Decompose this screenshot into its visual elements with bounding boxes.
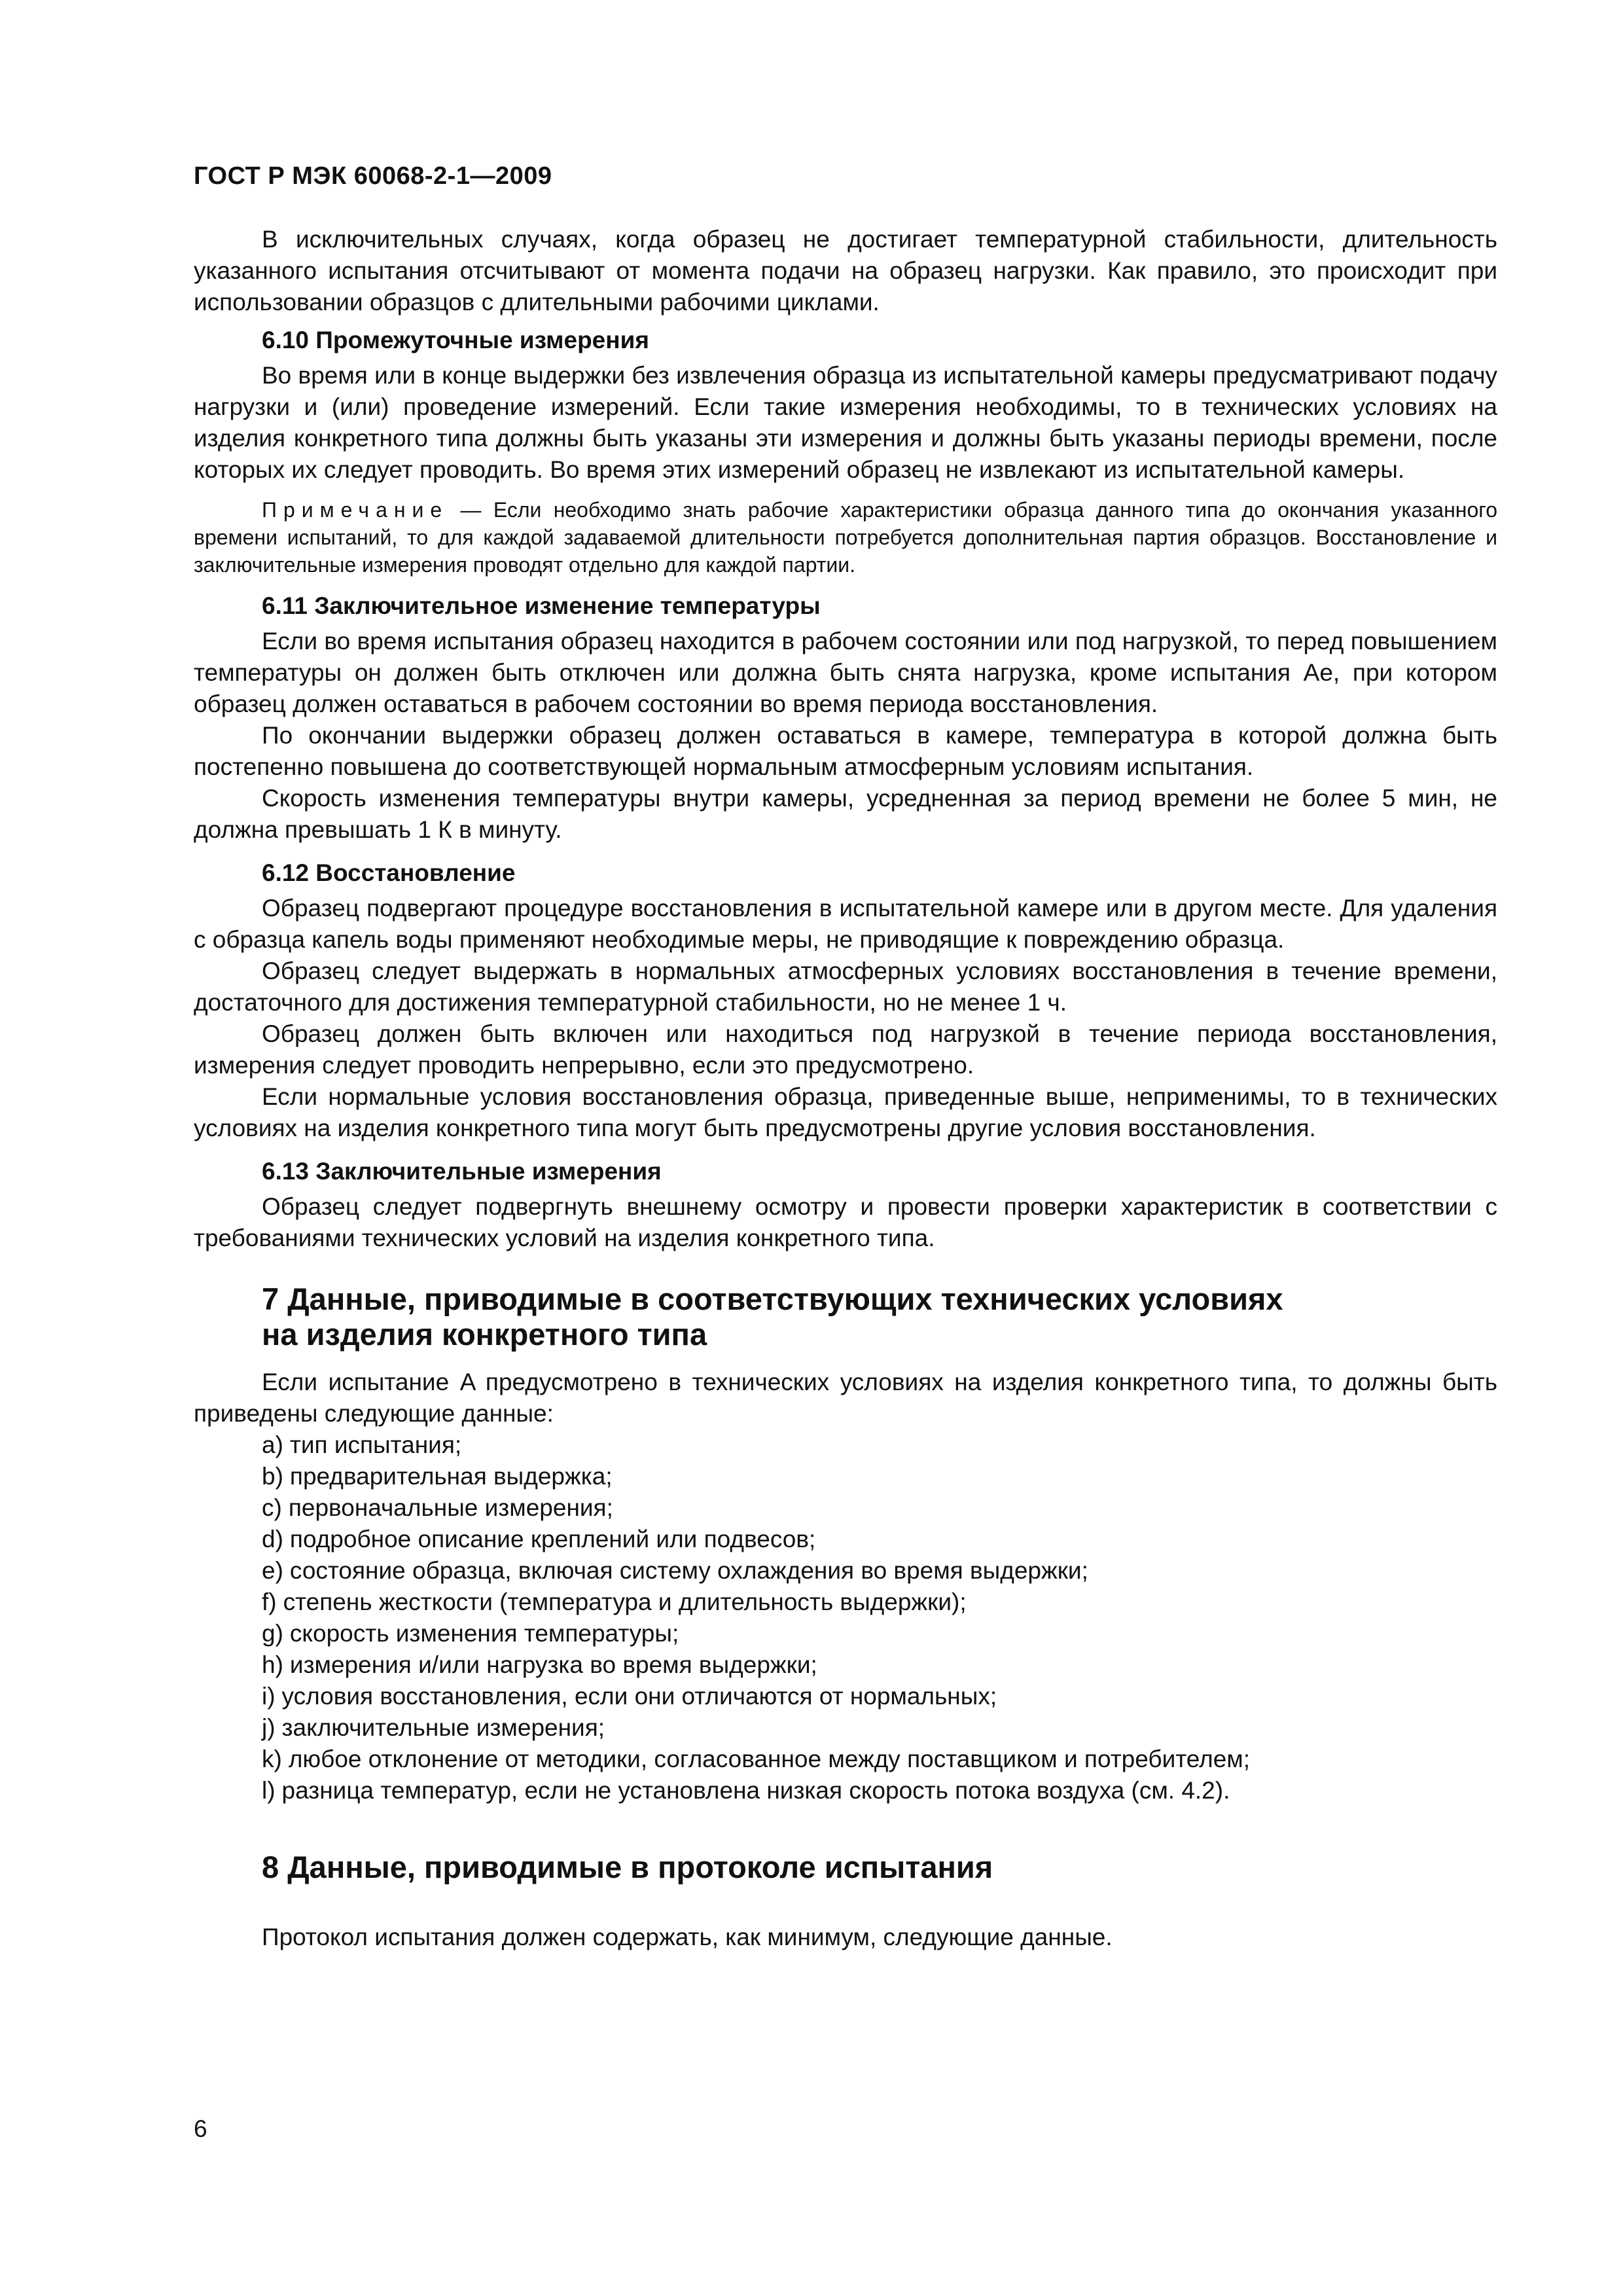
section-6-10-paragraph: Во время или в конце выдержки без извлечения образца из испытательной камеры предусматривают подачу нагрузки и (или) проведение измерений. Если такие измерения необходимы, то в технических условиях на изделия конкретного типа должны быть указаны эти измерения и должны быть указаны периоды времени, после которых их следует проводить. Во время этих измерений образец не извлекают из испытательной камеры. <box>194 362 1497 483</box>
document-body <box>194 224 1497 1953</box>
list-item <box>262 1429 1497 1461</box>
section-6-11-heading: 6.11 Заключительное изменение температуры <box>262 592 821 619</box>
list-marker: d) <box>262 1526 283 1552</box>
list-item-text: первоначальные измерения; <box>288 1494 613 1521</box>
list-item-text: заключительные измерения; <box>281 1714 605 1741</box>
section-7-heading-line-1: 7 Данные, приводимые в соответствующих технических условиях <box>262 1282 1283 1316</box>
list-marker: j) <box>262 1714 276 1741</box>
section-6-12-paragraph-1: Образец подвергают процедуре восстановления в испытательной камере или в другом месте. Для удаления с образца капель воды применяют необходимые меры, не приводящие к повреждению образца. <box>194 895 1497 953</box>
section-6-13-heading: 6.13 Заключительные измерения <box>262 1158 662 1185</box>
section-6-10-note <box>194 496 1497 579</box>
document-header: ГОСТ Р МЭК 60068-2-1—2009 <box>194 162 552 190</box>
list-item-text: состояние образца, включая систему охлаждения во время выдержки; <box>289 1557 1088 1584</box>
list-item <box>262 1618 1497 1649</box>
section-7-list <box>194 1429 1497 1806</box>
section-8-heading: 8 Данные, приводимые в протоколе испытания <box>262 1850 993 1884</box>
section-6-10-heading: 6.10 Промежуточные измерения <box>262 327 649 353</box>
section-6-12-heading: 6.12 Восстановление <box>262 859 516 886</box>
list-marker: b) <box>262 1463 283 1490</box>
list-item <box>262 1649 1497 1681</box>
list-item <box>262 1524 1497 1555</box>
section-6-11-paragraph-2: По окончании выдержки образец должен оставаться в камере, температура в которой должна быть постепенно повышена до соответствующей нормальным атмосферным условиям испытания. <box>194 722 1497 780</box>
list-item-text: измерения и/или нагрузка во время выдержки; <box>289 1651 817 1678</box>
section-7-heading-line-2: на изделия конкретного типа <box>262 1317 707 1352</box>
section-6-11-paragraph-3: Скорость изменения температуры внутри камеры, усредненная за период времени не более 5 мин, не должна превышать 1 К в минуту. <box>194 785 1497 843</box>
list-item <box>262 1712 1497 1744</box>
list-item <box>262 1461 1497 1492</box>
section-7-paragraph: Если испытание A предусмотрено в технических условиях на изделия конкретного типа, то должны быть приведены следующие данные: <box>194 1369 1497 1427</box>
section-6-13-paragraph: Образец следует подвергнуть внешнему осмотру и провести проверки характеристик в соответствии с требованиями технических условий на изделия конкретного типа. <box>194 1193 1497 1251</box>
list-item-text: степень жесткости (температура и длительность выдержки); <box>283 1588 967 1615</box>
note-label: Примечание <box>262 498 449 522</box>
list-item <box>262 1744 1497 1775</box>
list-item-text: условия восстановления, если они отличаются от нормальных; <box>281 1683 997 1710</box>
section-7-heading <box>262 1282 1497 1352</box>
list-marker: h) <box>262 1651 283 1678</box>
list-item <box>262 1492 1497 1524</box>
list-item-text: скорость изменения температуры; <box>289 1620 679 1647</box>
list-marker: f) <box>262 1588 277 1615</box>
list-marker: e) <box>262 1557 283 1584</box>
list-item <box>262 1587 1497 1618</box>
page-number: 6 <box>194 2115 207 2142</box>
list-item <box>262 1681 1497 1712</box>
list-marker: c) <box>262 1494 282 1521</box>
list-marker: g) <box>262 1620 283 1647</box>
list-item <box>262 1775 1497 1806</box>
list-marker: k) <box>262 1746 282 1772</box>
note-text: — Если необходимо знать рабочие характеристики образца данного типа до окончания указанного времени испытаний, то для каждой задаваемой длительности потребуется дополнительная партия образцов. Восстановление и заключительные измерения проводят отдельно для каждой партии. <box>194 498 1497 577</box>
intro-paragraph: В исключительных случаях, когда образец не достигает температурной стабильности, длительность указанного испытания отсчитывают от момента подачи на образец нагрузки. Как правило, это происходит при использовании образцов с длительными рабочими циклами. <box>194 226 1497 315</box>
list-item-text: разница температур, если не установлена низкая скорость потока воздуха (см. 4.2). <box>281 1777 1230 1804</box>
list-item-text: предварительная выдержка; <box>289 1463 613 1490</box>
list-item-text: любое отклонение от методики, согласованное между поставщиком и потребителем; <box>288 1746 1251 1772</box>
section-6-12-paragraph-3: Образец должен быть включен или находиться под нагрузкой в течение периода восстановления, измерения следует проводить непрерывно, если это предусмотрено. <box>194 1020 1497 1079</box>
section-6-12-paragraph-4: Если нормальные условия восстановления образца, приведенные выше, неприменимы, то в технических условиях на изделия конкретного типа могут быть предусмотрены другие условия восстановления. <box>194 1083 1497 1141</box>
section-6-11-paragraph-1: Если во время испытания образец находится в рабочем состоянии или под нагрузкой, то перед повышением температуры он должен быть отключен или должна быть снята нагрузка, кроме испытания Ae, при котором образец должен оставаться в рабочем состоянии во время периода восстановления. <box>194 628 1497 717</box>
list-item <box>262 1555 1497 1587</box>
section-8-paragraph: Протокол испытания должен содержать, как минимум, следующие данные. <box>262 1924 1113 1950</box>
list-item-text: подробное описание креплений или подвесов; <box>289 1526 816 1552</box>
section-6-12-paragraph-2: Образец следует выдержать в нормальных атмосферных условиях восстановления в течение времени, достаточного для достижения температурной стабильности, но не менее 1 ч. <box>194 958 1497 1016</box>
list-item-text: тип испытания; <box>289 1431 462 1458</box>
list-marker: a) <box>262 1431 283 1458</box>
list-marker: l) <box>262 1777 276 1804</box>
list-marker: i) <box>262 1683 276 1710</box>
